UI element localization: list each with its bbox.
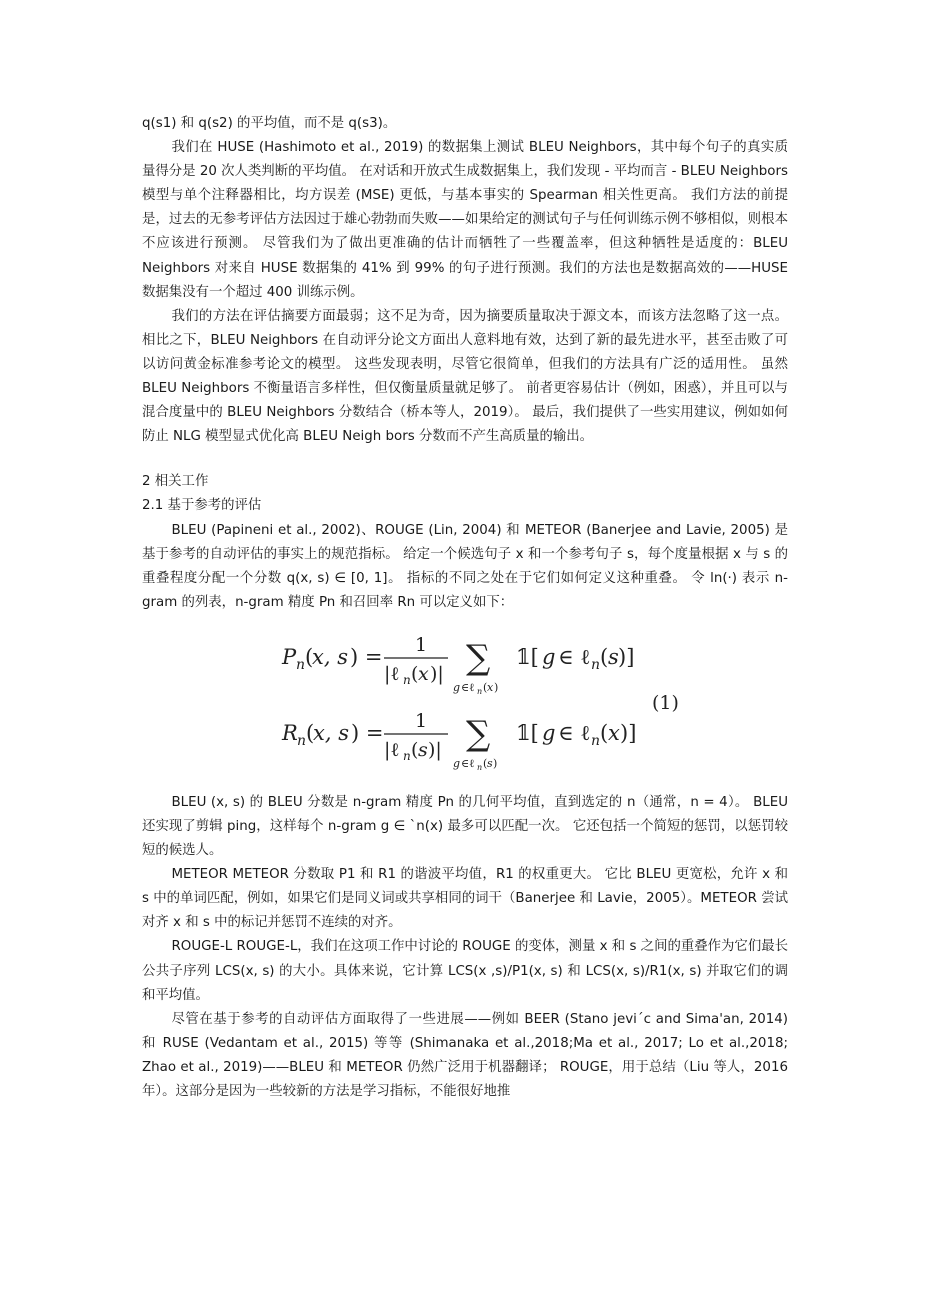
section-heading: 2 相关工作 <box>142 474 209 490</box>
subsection-heading: 2.1 基于参考的评估 <box>142 498 262 514</box>
svg-text:): ) <box>494 680 499 694</box>
svg-text:∈ℓ: ∈ℓ <box>461 756 475 770</box>
svg-text:(: ( <box>305 644 314 669</box>
equation-block <box>142 623 788 783</box>
svg-text:∈ℓ: ∈ℓ <box>461 680 475 694</box>
svg-text:)|: )| <box>430 662 444 685</box>
svg-text:x: x <box>487 680 494 694</box>
section-gap <box>142 449 788 470</box>
svg-text:(: ( <box>600 720 609 745</box>
svg-text:∑: ∑ <box>466 713 491 754</box>
svg-text:n: n <box>296 656 306 673</box>
paragraph-summary-weakness: 我们的方法在评估摘要方面最弱；这不足为奇，因为摘要质量取决于源文本，而该方法忽略了这一点。 相比之下，BLEU Neighbors 在自动评分论文方面出人意料地有效，达到了新的最先进水平，甚至击败了可以访问黄金标准参考论文的模型。 这些发现表明，尽管它很简单，但我们的方法具有广泛的适用性。 虽然 BLEU Neighbors 不衡量语言多样性，但仅衡量质量就足够了。 前者更容易估计（例如，困惑），并且可以与混合度量中的 BLEU Neighbors 分数结合（桥本等人，2019）。 最后，我们提供了一些实用建议，例如如何防止 NLG 模型显式优化高 BLEU Neigh bors 分数而不产生高质量的输出。 <box>142 308 788 445</box>
svg-text:x, s: x, s <box>313 720 349 745</box>
svg-text:) =: ) = <box>351 720 384 745</box>
svg-text:n: n <box>477 762 483 772</box>
svg-text:|ℓ: |ℓ <box>384 662 400 685</box>
svg-text:x: x <box>608 720 620 745</box>
svg-text:(: ( <box>483 680 488 694</box>
paragraph-rouge-l: ROUGE-L ROUGE-L，我们在这项工作中讨论的 ROUGE 的变体，测量 x 和 s 之间的重叠作为它们最长公共子序列 LCS(x, s) 的大小。具体来说，它计算 LCS(x ,s)/P1(x, s) 和 LCS(x, s)/R1(x, s) 并取它们的调和平均值。 <box>142 939 788 1003</box>
svg-text:∈ ℓ: ∈ ℓ <box>558 720 591 745</box>
svg-text:)]: )] <box>620 720 637 745</box>
svg-text:(: ( <box>600 644 609 669</box>
svg-text:)]: )] <box>618 644 635 669</box>
svg-text:x, s: x, s <box>312 644 348 669</box>
document-page <box>142 112 788 1104</box>
svg-text:𝟙[: 𝟙[ <box>516 644 539 669</box>
svg-text:s: s <box>608 644 619 669</box>
svg-text:g: g <box>453 680 461 694</box>
svg-text:): ) <box>493 756 498 770</box>
svg-text:n: n <box>403 672 411 687</box>
svg-text:∑: ∑ <box>466 637 491 678</box>
svg-text:𝟙[: 𝟙[ <box>516 720 539 745</box>
svg-text:g: g <box>542 720 556 745</box>
svg-text:) =: ) = <box>350 644 383 669</box>
svg-text:(: ( <box>411 662 419 685</box>
svg-text:s: s <box>418 738 428 761</box>
paragraph-reference-metrics: BLEU (Papineni et al., 2002)、ROUGE (Lin, 2004) 和 METEOR (Banerjee and Lavie, 2005) 是基于参考的自动评估的事实上的规范指标。 给定一个候选句子 x 和一个参考句子 s，每个度量根据 x 与 s 的重叠程度分配一个分数 q(x, s) ∈ [0, 1]。 指标的不同之处在于它们如何定义这种重叠。 令 ln(·) 表示 n-gram 的列表，n-gram 精度 Pn 和召回率 Rn 可以定义如下： <box>142 522 788 610</box>
svg-text:1: 1 <box>415 709 428 732</box>
svg-text:)|: )| <box>428 738 442 761</box>
svg-text:(: ( <box>483 756 488 770</box>
paragraph-progress: 尽管在基于参考的自动评估方面取得了一些进展——例如 BEER (Stano jevi´c and Sima'an, 2014) 和 RUSE (Vedantam et al., 2015) 等等 (Shimanaka et al.,2018;Ma et al., 2017; Lo et al.,2018; Zhao et al., 2019)——BLEU 和 METEOR 仍然广泛用于机器翻译； ROUGE，用于总结（Liu 等人，2016 年）。这部分是因为一些较新的方法是学习指标，不能很好地推 <box>142 1011 788 1099</box>
svg-text:n: n <box>591 732 601 749</box>
svg-text:s: s <box>487 756 493 770</box>
svg-text:(: ( <box>306 720 315 745</box>
svg-text:P: P <box>282 644 297 669</box>
svg-text:g: g <box>542 644 556 669</box>
svg-text:1: 1 <box>415 633 428 656</box>
svg-text:n: n <box>403 748 411 763</box>
svg-text:∈ ℓ: ∈ ℓ <box>558 644 591 669</box>
paragraph-meteor: METEOR METEOR 分数取 P1 和 R1 的谐波平均值，R1 的权重更大。 它比 BLEU 更宽松，允许 x 和 s 中的单词匹配，例如，如果它们是同义词或共享相同的词干（Banerjee 和 Lavie，2005）。METEOR 尝试对齐 x 和 s 中的标记并惩罚不连续的对齐。 <box>142 867 788 931</box>
svg-text:x: x <box>418 662 429 685</box>
svg-text:g: g <box>453 756 461 770</box>
paragraph-bleu: BLEU (x, s) 的 BLEU 分数是 n-gram 精度 Pn 的几何平均值，直到选定的 n（通常，n = 4）。 BLEU 还实现了剪辑 ping，这样每个 n-gram g ∈ `n(x) 最多可以匹配一次。 它还包括一个简短的惩罚，以惩罚较短的候选人。 <box>142 794 788 859</box>
svg-text:(: ( <box>411 738 419 761</box>
equation-figure <box>280 629 700 779</box>
svg-text:|ℓ: |ℓ <box>384 738 400 761</box>
svg-text:n: n <box>297 732 307 749</box>
paragraph-huse: 我们在 HUSE (Hashimoto et al., 2019) 的数据集上测试 BLEU Neighbors，其中每个句子的真实质量得分是 20 次人类判断的平均值。 在对话和开放式生成数据集上，我们发现 - 平均而言 - BLEU Neighbors 模型与单个注释器相比，均方误差 (MSE) 更低，与基本事实的 Spearman 相关性更高。 我们方法的前提是，过去的无参考评估方法因过于雄心勃勃而失败——如果给定的测试句子与任何训练示例不够相似，则根本不应该进行预测。 尽管我们为了做出更准确的估计而牺牲了一些覆盖率，但这种牺牲是适度的：BLEU Neighbors 对来自 HUSE 数据集的 41% 到 99% 的句子进行预测。我们的方法也是数据高效的——HUSE 数据集没有一个超过 400 训练示例。 <box>142 140 788 300</box>
svg-text:R: R <box>282 720 298 745</box>
svg-text:n: n <box>477 686 483 696</box>
svg-text:n: n <box>591 656 601 673</box>
paragraph-continuation: q(s1) 和 q(s2) 的平均值，而不是 q(s3)。 <box>142 116 397 131</box>
equation-number: (1) <box>652 691 679 714</box>
